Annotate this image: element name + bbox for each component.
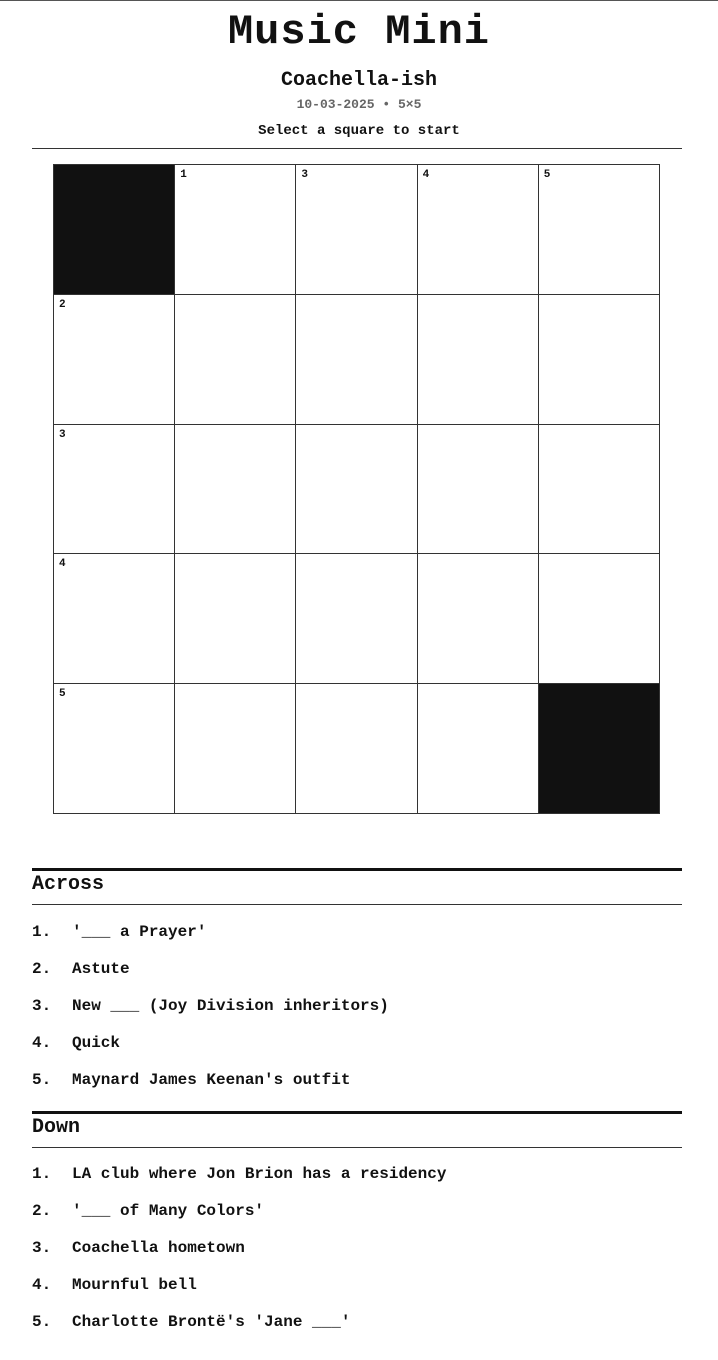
cell-number: 4 [59, 558, 66, 571]
grid-cell[interactable] [54, 425, 175, 555]
clue-number: 3. [32, 1239, 52, 1257]
status-message: Select a square to start [258, 123, 460, 139]
down-top-rule [32, 1111, 682, 1114]
across-heading: Across [32, 873, 105, 896]
grid-cell[interactable] [418, 554, 539, 684]
cell-number: 5 [59, 688, 66, 701]
clue-number: 5. [32, 1313, 52, 1331]
across-top-rule [32, 868, 682, 871]
grid-cell[interactable] [54, 684, 175, 814]
black-square [539, 684, 660, 814]
clue-text: Mournful bell [72, 1276, 197, 1294]
puzzle-title: Music Mini [227, 8, 491, 56]
clue-number: 1. [32, 1165, 52, 1183]
clue-text: New ___ (Joy Division inheritors) [72, 997, 389, 1015]
grid-cell[interactable] [418, 295, 539, 425]
clue-text: Coachella hometown [72, 1239, 245, 1257]
grid-cell[interactable] [54, 554, 175, 684]
down-clue-1[interactable] [32, 1165, 682, 1202]
cell-number: 2 [59, 298, 66, 311]
grid-cell[interactable] [296, 425, 417, 555]
across-divider [32, 904, 682, 905]
across-clue-list [32, 923, 682, 1108]
grid-cell[interactable] [539, 425, 660, 555]
grid-cell[interactable] [296, 684, 417, 814]
header-divider [32, 148, 682, 149]
across-clue-2[interactable] [32, 960, 682, 997]
cell-number: 3 [59, 428, 66, 441]
clue-text: '___ a Prayer' [72, 923, 207, 941]
puzzle-date-size: 10-03-2025 • 5×5 [296, 97, 422, 112]
black-square [54, 165, 175, 295]
crossword-grid [53, 164, 660, 814]
grid-cell[interactable] [539, 295, 660, 425]
down-divider [32, 1147, 682, 1148]
grid-cell[interactable] [418, 684, 539, 814]
grid-cell[interactable] [175, 554, 296, 684]
down-clue-2[interactable] [32, 1202, 682, 1239]
down-clue-4[interactable] [32, 1276, 682, 1313]
puzzle-header [0, 1, 718, 139]
grid-cell[interactable] [418, 425, 539, 555]
grid-cell[interactable] [539, 554, 660, 684]
clue-text: Charlotte Brontë's 'Jane ___' [72, 1313, 351, 1331]
down-heading: Down [32, 1116, 81, 1139]
down-clue-list [32, 1165, 682, 1350]
grid-cell[interactable] [296, 295, 417, 425]
clue-number: 4. [32, 1034, 52, 1052]
across-clue-5[interactable] [32, 1071, 682, 1108]
clue-number: 3. [32, 997, 52, 1015]
clue-number: 2. [32, 1202, 52, 1220]
grid-cell[interactable] [539, 165, 660, 295]
puzzle-subtitle: Coachella-ish [280, 69, 438, 92]
grid-cell[interactable] [175, 425, 296, 555]
grid-cell[interactable] [175, 165, 296, 295]
clue-number: 2. [32, 960, 52, 978]
across-clue-3[interactable] [32, 997, 682, 1034]
across-clue-4[interactable] [32, 1034, 682, 1071]
down-clue-5[interactable] [32, 1313, 682, 1350]
grid-cell[interactable] [296, 554, 417, 684]
across-clue-1[interactable] [32, 923, 682, 960]
clue-text: Quick [72, 1034, 121, 1052]
clue-text: '___ of Many Colors' [72, 1202, 265, 1220]
clue-number: 1. [32, 923, 52, 941]
clue-number: 4. [32, 1276, 52, 1294]
clue-text: Astute [72, 960, 130, 978]
cell-number: 1 [180, 169, 187, 181]
grid-cell[interactable] [175, 684, 296, 814]
cell-number: 5 [543, 169, 551, 181]
down-clue-3[interactable] [32, 1239, 682, 1276]
cell-number: 3 [301, 169, 308, 181]
cell-number: 4 [422, 169, 430, 181]
clue-text: LA club where Jon Brion has a residency [72, 1165, 447, 1183]
clue-number: 5. [32, 1071, 52, 1089]
grid-cell[interactable] [175, 295, 296, 425]
grid-cell[interactable] [54, 295, 175, 425]
clue-text: Maynard James Keenan's outfit [72, 1071, 351, 1089]
grid-cell[interactable] [296, 165, 417, 295]
grid-cell[interactable] [418, 165, 539, 295]
